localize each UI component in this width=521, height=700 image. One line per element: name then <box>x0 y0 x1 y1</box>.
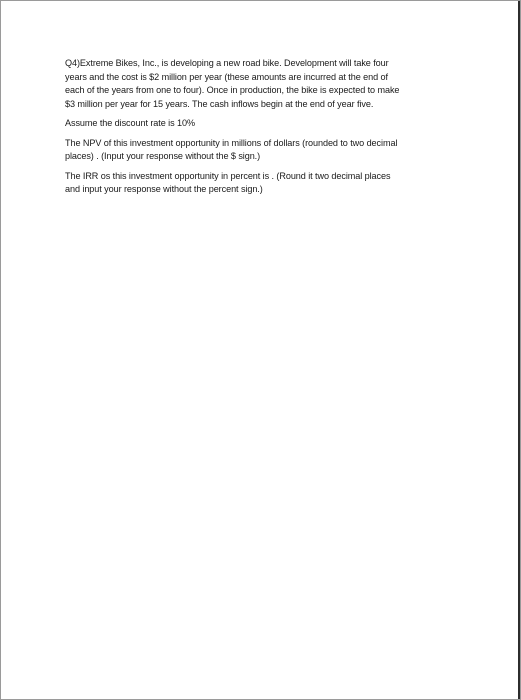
discount-rate-paragraph <box>65 117 461 131</box>
question-line: years and the cost is $2 million per year (these amounts are incurred at the end of <box>65 71 388 82</box>
document-body <box>65 57 461 203</box>
question-line: Q4)Extreme Bikes, Inc., is developing a new road bike. Development will take four <box>65 58 389 68</box>
question-line: $3 million per year for 15 years. The cash inflows begin at the end of year five. <box>65 98 374 109</box>
discount-rate-text: Assume the discount rate is 10% <box>65 118 195 128</box>
irr-prompt-line: and input your response without the percent sign.) <box>65 184 263 194</box>
question-paragraph <box>65 57 461 111</box>
npv-prompt-line: places) . (Input your response without the $ sign.) <box>65 151 261 161</box>
question-line: each of the years from one to four). Once in production, the bike is expected to make <box>65 85 400 95</box>
irr-prompt-line: The IRR os this investment opportunity in percent is . (Round it two decimal places <box>65 170 391 181</box>
irr-prompt-paragraph <box>65 170 461 197</box>
npv-prompt-line: The NPV of this investment opportunity in millions of dollars (rounded to two decimal <box>65 137 398 148</box>
npv-prompt-paragraph <box>65 137 461 164</box>
